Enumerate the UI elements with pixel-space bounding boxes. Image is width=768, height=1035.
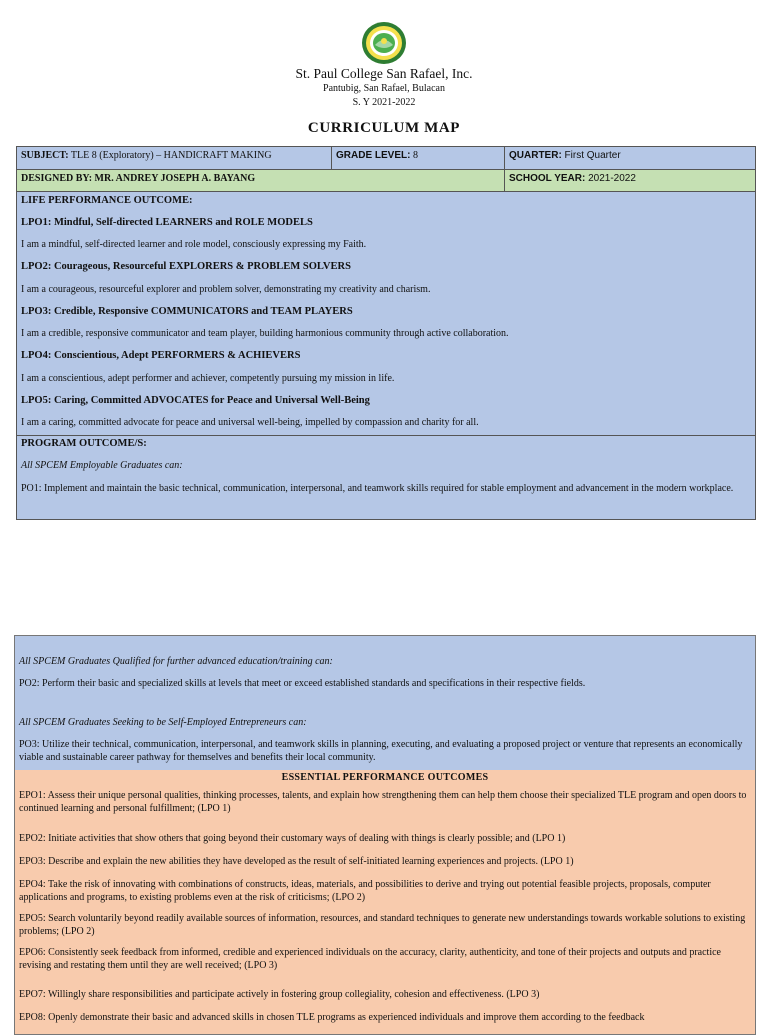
po3-text: PO3: Utilize their technical, communication, interpersonal, and teamwork skills in planning, executing, and evaluating a proposed project or venture that represents an economically viable and sustainable career pathway for themselves and benefits their local community. bbox=[19, 739, 743, 763]
document-title: CURRICULUM MAP bbox=[307, 120, 461, 136]
lpo3-text: I am a credible, responsive communicator and team player, building harmonious community through active collaboration. bbox=[21, 328, 509, 339]
quarter-value: First Quarter bbox=[561, 150, 621, 161]
header-school-year: S. Y 2021-2022 bbox=[352, 97, 416, 108]
program-outcome-section bbox=[17, 435, 755, 519]
life-performance-outcome-section bbox=[17, 192, 755, 436]
lpo4-text: I am a conscientious, adept performer and achiever, competently pursuing my mission in life. bbox=[21, 373, 395, 384]
lpo2-title: LPO2: Courageous, Resourceful EXPLORERS & PROBLEM SOLVERS bbox=[21, 261, 351, 272]
qualified-graduates-intro: All SPCEM Graduates Qualified for further advanced education/training can: bbox=[19, 656, 333, 667]
grade-level-cell bbox=[331, 147, 504, 169]
epo4-text: EPO4: Take the risk of innovating with combinations of constructs, ideas, materials, and possibilities to derive and trying out potential feasible projects, proposals, computer applications and programs, to existing problems even at the risk of criticisms; (LPO 2) bbox=[19, 879, 711, 903]
subject-row bbox=[17, 147, 755, 170]
subject-cell bbox=[17, 147, 331, 169]
school-year-label: SCHOOL YEAR: bbox=[509, 173, 586, 184]
college-name: St. Paul College San Rafael, Inc. bbox=[295, 66, 473, 81]
program-outcome-heading: PROGRAM OUTCOME/S: bbox=[21, 438, 147, 449]
subject-label: SUBJECT: bbox=[21, 150, 69, 161]
epo1-text: EPO1: Assess their unique personal qualities, thinking processes, talents, and explain how strengthening them can help them choose their specialized TLE program and open doors to continued learning and personal fulfillment; (LPO 1) bbox=[19, 790, 747, 814]
quarter-label: QUARTER: bbox=[509, 150, 562, 161]
designed-by-cell bbox=[17, 170, 504, 191]
grade-level-value: 8 bbox=[410, 150, 418, 161]
epo3-text: EPO3: Describe and explain the new abilities they have developed as the result of self-initiated learning experiences and projects. (LPO 1) bbox=[19, 856, 574, 867]
epo2-text: EPO2: Initiate activities that show others that going beyond their customary ways of dealing with things is clearly possible; and (LPO 1) bbox=[19, 833, 566, 844]
school-year-value: 2021-2022 bbox=[585, 173, 636, 184]
lpo1-text: I am a mindful, self-directed learner and role model, consciously expressing my Faith. bbox=[21, 239, 367, 250]
college-seal-logo bbox=[361, 21, 407, 65]
epo8-text: EPO8: Openly demonstrate their basic and advanced skills in chosen TLE programs as experienced individuals and improve them according to the feedback bbox=[19, 1012, 645, 1023]
essential-performance-outcomes-section bbox=[15, 770, 755, 1034]
program-outcome-continued-section bbox=[15, 636, 755, 771]
lpo2-text: I am a courageous, resourceful explorer and problem solver, demonstrating my creativity and charism. bbox=[21, 284, 431, 295]
epo7-text: EPO7: Willingly share responsibilities and participate actively in fostering group collegiality, cohesion and effectiveness. (LPO 3) bbox=[19, 989, 540, 1000]
po2-text: PO2: Perform their basic and specialized skills at levels that meet or exceed established standards and specifications in their respective fields. bbox=[19, 678, 586, 689]
grade-level-label: GRADE LEVEL: bbox=[336, 150, 411, 161]
college-address: Pantubig, San Rafael, Bulacan bbox=[323, 83, 445, 94]
po1-text: PO1: Implement and maintain the basic technical, communication, interpersonal, and teamwork skills required for stable employment and advancement in the modern workplace. bbox=[21, 483, 734, 494]
designed-by-row bbox=[17, 170, 755, 192]
epo5-text: EPO5: Search voluntarily beyond readily available sources of information, resources, and standard techniques to generate new understandings towards workable solutions to existing problems; (LPO 2) bbox=[19, 913, 746, 937]
employable-graduates-intro: All SPCEM Employable Graduates can: bbox=[21, 460, 183, 471]
designed-by-label: DESIGNED BY: MR. ANDREY JOSEPH A. BAYANG bbox=[21, 173, 256, 184]
lpo-heading: LIFE PERFORMANCE OUTCOME: bbox=[21, 195, 193, 206]
epo-heading: ESSENTIAL PERFORMANCE OUTCOMES bbox=[281, 772, 489, 783]
lpo5-text: I am a caring, committed advocate for peace and universal well-being, impelled by compassion and charity for all. bbox=[21, 417, 479, 428]
subject-value: TLE 8 (Exploratory) – HANDICRAFT MAKING bbox=[68, 150, 272, 161]
epo6-text: EPO6: Consistently seek feedback from informed, credible and experienced individuals on the accuracy, clarity, authenticity, and tone of their projects and outputs and practice revising and restating them until they are well received; (LPO 3) bbox=[19, 947, 721, 971]
curriculum-table-top bbox=[16, 146, 756, 520]
quarter-cell bbox=[504, 147, 755, 169]
lpo1-title: LPO1: Mindful, Self-directed LEARNERS and ROLE MODELS bbox=[21, 217, 313, 228]
entrepreneur-graduates-intro: All SPCEM Graduates Seeking to be Self-Employed Entrepreneurs can: bbox=[19, 717, 307, 728]
school-year-cell bbox=[504, 170, 755, 191]
lpo4-title: LPO4: Conscientious, Adept PERFORMERS & ACHIEVERS bbox=[21, 350, 301, 361]
lpo5-title: LPO5: Caring, Committed ADVOCATES for Peace and Universal Well-Being bbox=[21, 395, 370, 406]
curriculum-table-continued bbox=[14, 635, 756, 1035]
lpo3-title: LPO3: Credible, Responsive COMMUNICATORS and TEAM PLAYERS bbox=[21, 306, 353, 317]
